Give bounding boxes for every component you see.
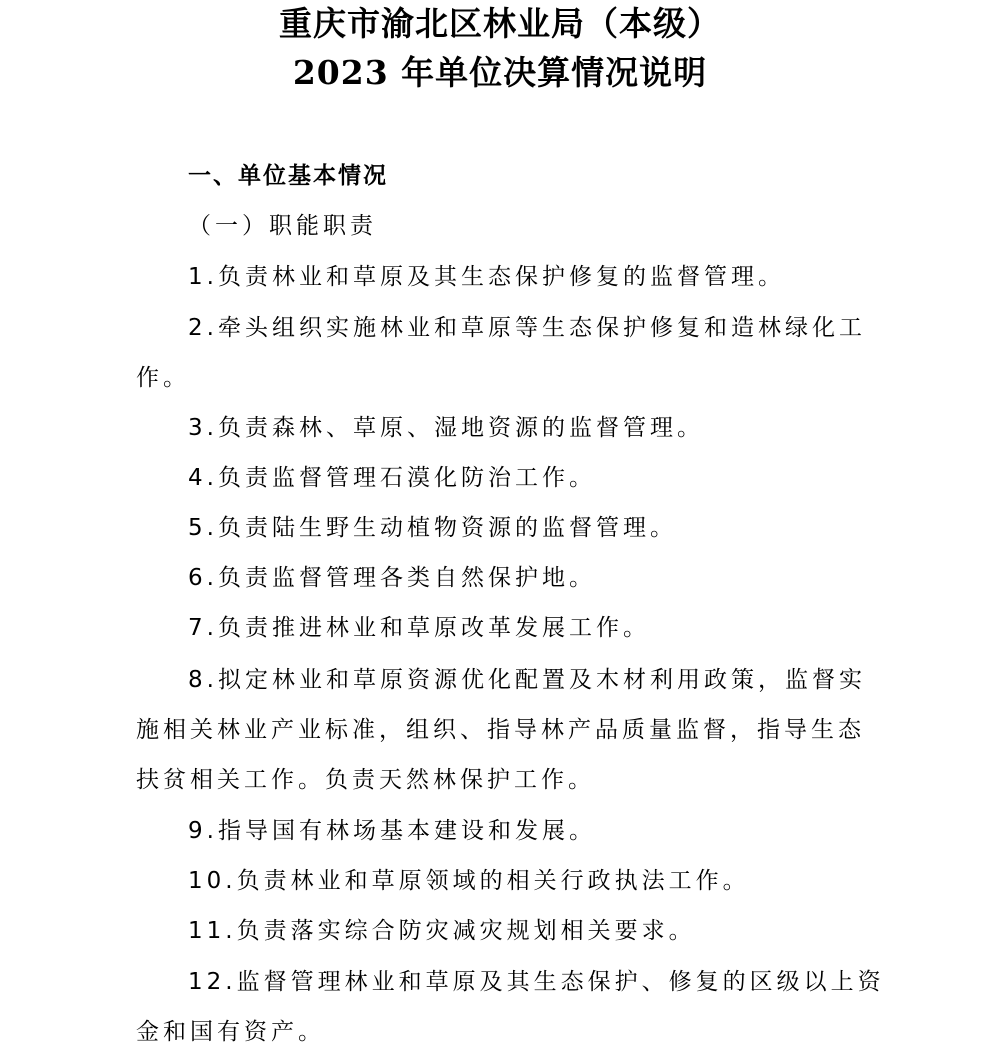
subsection-heading: （一）职能职责 bbox=[188, 213, 377, 239]
duty-item-1: 1.负责林业和草原及其生态保护修复的监督管理。 bbox=[188, 264, 785, 290]
duty-item-12: 12.监督管理林业和草原及其生态保护、修复的区级以上资 bbox=[188, 969, 885, 995]
duty-item-4: 4.负责监督管理石漠化防治工作。 bbox=[188, 465, 596, 491]
duty-item-7: 7.负责推进林业和草原改革发展工作。 bbox=[188, 615, 650, 641]
duty-item-12-cont: 金和国有资产。 bbox=[136, 1019, 325, 1045]
document-title-line2: 2023 年单位决算情况说明 bbox=[292, 53, 708, 92]
section-heading: 一、单位基本情况 bbox=[188, 163, 388, 189]
duty-item-9: 9.指导国有林场基本建设和发展。 bbox=[188, 818, 596, 844]
duty-item-10: 10.负责林业和草原领域的相关行政执法工作。 bbox=[188, 868, 750, 894]
duty-item-6: 6.负责监督管理各类自然保护地。 bbox=[188, 565, 596, 591]
duty-item-2: 2.牵头组织实施林业和草原等生态保护修复和造林绿化工 bbox=[188, 315, 866, 341]
duty-item-2-cont: 作。 bbox=[136, 365, 190, 391]
duty-item-3: 3.负责森林、草原、湿地资源的监督管理。 bbox=[188, 415, 704, 441]
duty-item-8-cont2: 扶贫相关工作。负责天然林保护工作。 bbox=[136, 767, 595, 793]
duty-item-8: 8.拟定林业和草原资源优化配置及木材利用政策，监督实 bbox=[188, 667, 866, 693]
duty-item-8-cont1: 施相关林业产业标准，组织、指导林产品质量监督，指导生态 bbox=[136, 717, 865, 743]
duty-item-5: 5.负责陆生野生动植物资源的监督管理。 bbox=[188, 515, 677, 541]
document-title-line1: 重庆市渝北区林业局（本级） bbox=[279, 4, 721, 43]
duty-item-11: 11.负责落实综合防灾减灾规划相关要求。 bbox=[188, 918, 696, 944]
